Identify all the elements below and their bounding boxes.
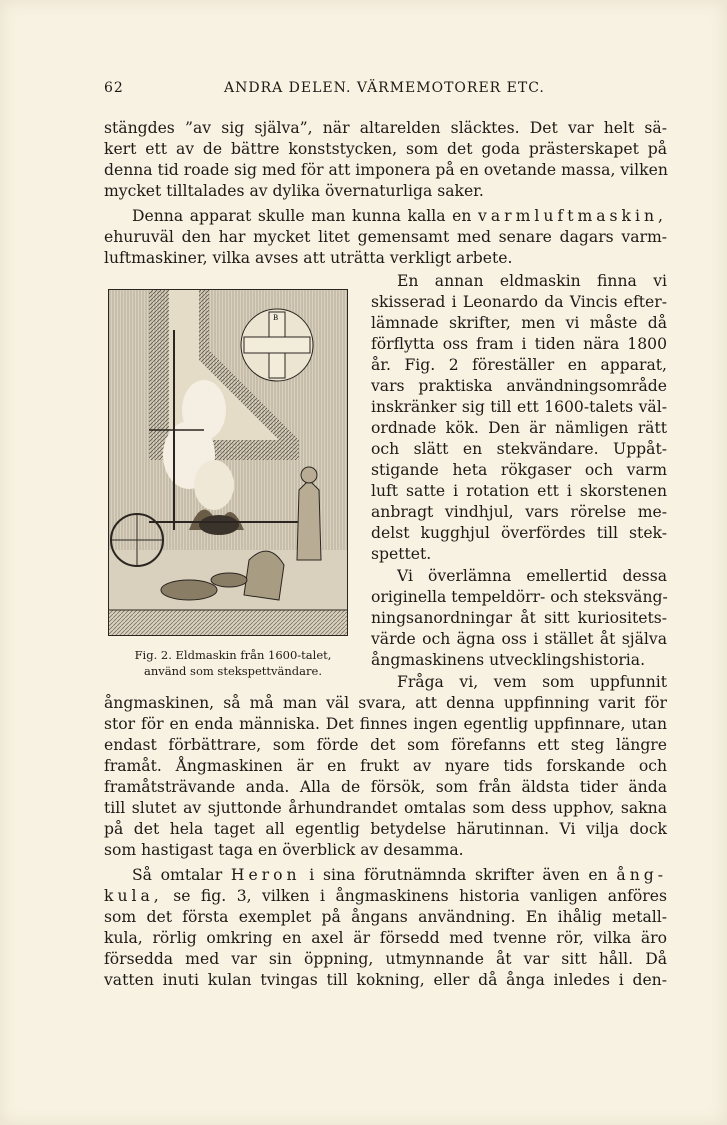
text-line: ångmaskinens utvecklingshistoria. <box>371 651 646 669</box>
text-line: delst kugghjul överfördes till stek- <box>371 524 667 542</box>
emphasized-term: kula, <box>104 887 163 905</box>
text-line: värde och ägna oss i stället åt själva <box>371 630 667 648</box>
text-line: år. Fig. 2 föreställer en apparat, <box>371 356 667 374</box>
text-span: se fig. 3, vilken i ångmaskinens historia vanligen anföres <box>173 887 667 905</box>
figure-illustration <box>108 289 348 636</box>
caption-line: Fig. 2. Eldmaskin från 1600-talet, <box>134 648 332 662</box>
text-line: stor för en enda människa. Det finnes ingen egentlig uppfinnare, utan <box>104 715 667 733</box>
page-number: 62 <box>104 80 124 96</box>
text-line: skisserad i Leonardo da Vincis efter- <box>371 293 667 311</box>
text-line: inskränker sig till ett 1600-talets väl- <box>371 398 667 416</box>
text-span: Så omtalar <box>132 866 223 884</box>
text-span: Denna apparat skulle man kunna kalla en <box>132 207 472 225</box>
text-line <box>104 886 667 907</box>
text-line: luftmaskiner, vilka avses att uträtta verkligt arbete. <box>104 249 513 267</box>
text-line: och slätt en stekvändare. Uppåt- <box>371 440 667 458</box>
text-line: på det hela taget all egentlig betydelse härutinnan. Vi vilja dock <box>104 820 667 838</box>
running-title: ANDRA DELEN. VÄRMEMOTORER ETC. <box>224 80 545 96</box>
text-line: som det första exemplet på ångans användning. En ihålig metall- <box>104 908 667 926</box>
text-line: luft satte i rotation ett i skorstenen <box>371 482 667 500</box>
caption-line: använd som stekspettvändare. <box>144 664 322 678</box>
emphasized-term: ång- <box>616 866 667 884</box>
text-line: denna tid roade sig med för att imponera på en ovetande massa, vilken <box>104 161 668 179</box>
text-line: mycket tilltalades av dylika övernaturliga saker. <box>104 182 484 200</box>
text-line: Vi överlämna emellertid dessa <box>397 567 667 585</box>
text-line: Fråga vi, vem som uppfunnit <box>397 673 667 691</box>
text-line: kert ett av de bättre konststycken, som det goda prästerskapet på <box>104 140 667 158</box>
eldmaskin-engraving <box>109 290 347 635</box>
text-span: i sina förutnämnda skrifter även en <box>309 866 608 884</box>
text-line: till slutet av sjuttonde århundrandet omtalas som dess upphov, sakna <box>104 799 667 817</box>
text-line: kula, rörlig omkring en axel är försedd med tvenne rör, vilka äro <box>104 929 667 947</box>
text-line: endast förbättrare, som förde det som förefanns ett steg längre <box>104 736 667 754</box>
text-line <box>104 865 667 886</box>
text-line: som hastigast taga en överblick av desamma. <box>104 841 464 859</box>
text-line: framåtsträvande anda. Alla de försök, som från äldsta tider ända <box>104 778 667 796</box>
text-line: försedda med var sin öppning, utmynnande åt var sitt håll. Då <box>104 950 667 968</box>
text-line <box>104 206 667 227</box>
text-line: ningsanordningar åt sitt kuriositets- <box>371 609 667 627</box>
text-line: spettet. <box>371 545 432 563</box>
figure-label-b: B <box>273 314 279 322</box>
text-line: originella tempeldörr- och steksväng- <box>371 588 668 606</box>
text-line: förflytta oss fram i tiden nära 1800 <box>371 335 667 353</box>
text-line: ångmaskinen, så må man väl svara, att denna uppfinning varit för <box>104 694 667 712</box>
text-line: stängdes ”av sig själva”, när altarelden släcktes. Det var helt sä- <box>104 119 667 137</box>
text-line: anbragt vindhjul, vars rörelse me- <box>371 503 667 521</box>
text-line: En annan eldmaskin finna vi <box>397 272 667 290</box>
text-line: vatten inuti kulan tvingas till kokning, eller då ånga inledes i den- <box>104 971 667 989</box>
text-line: vars praktiska användningsområde <box>371 377 667 395</box>
text-line: stigande heta rökgaser och varm <box>371 461 667 479</box>
emphasized-name: Heron <box>230 866 301 884</box>
emphasized-term: varmluftmaskin, <box>478 207 667 225</box>
figure-caption <box>108 647 358 679</box>
text-line: lämnade skrifter, men vi måste då <box>371 314 667 332</box>
text-line: framåt. Ångmaskinen är en frukt av nyare tids forskande och <box>104 757 667 775</box>
text-line: ehuruväl den har mycket litet gemensamt med senare dagars varm- <box>104 228 667 246</box>
text-line: ordnade kök. Den är nämligen rätt <box>371 419 667 437</box>
